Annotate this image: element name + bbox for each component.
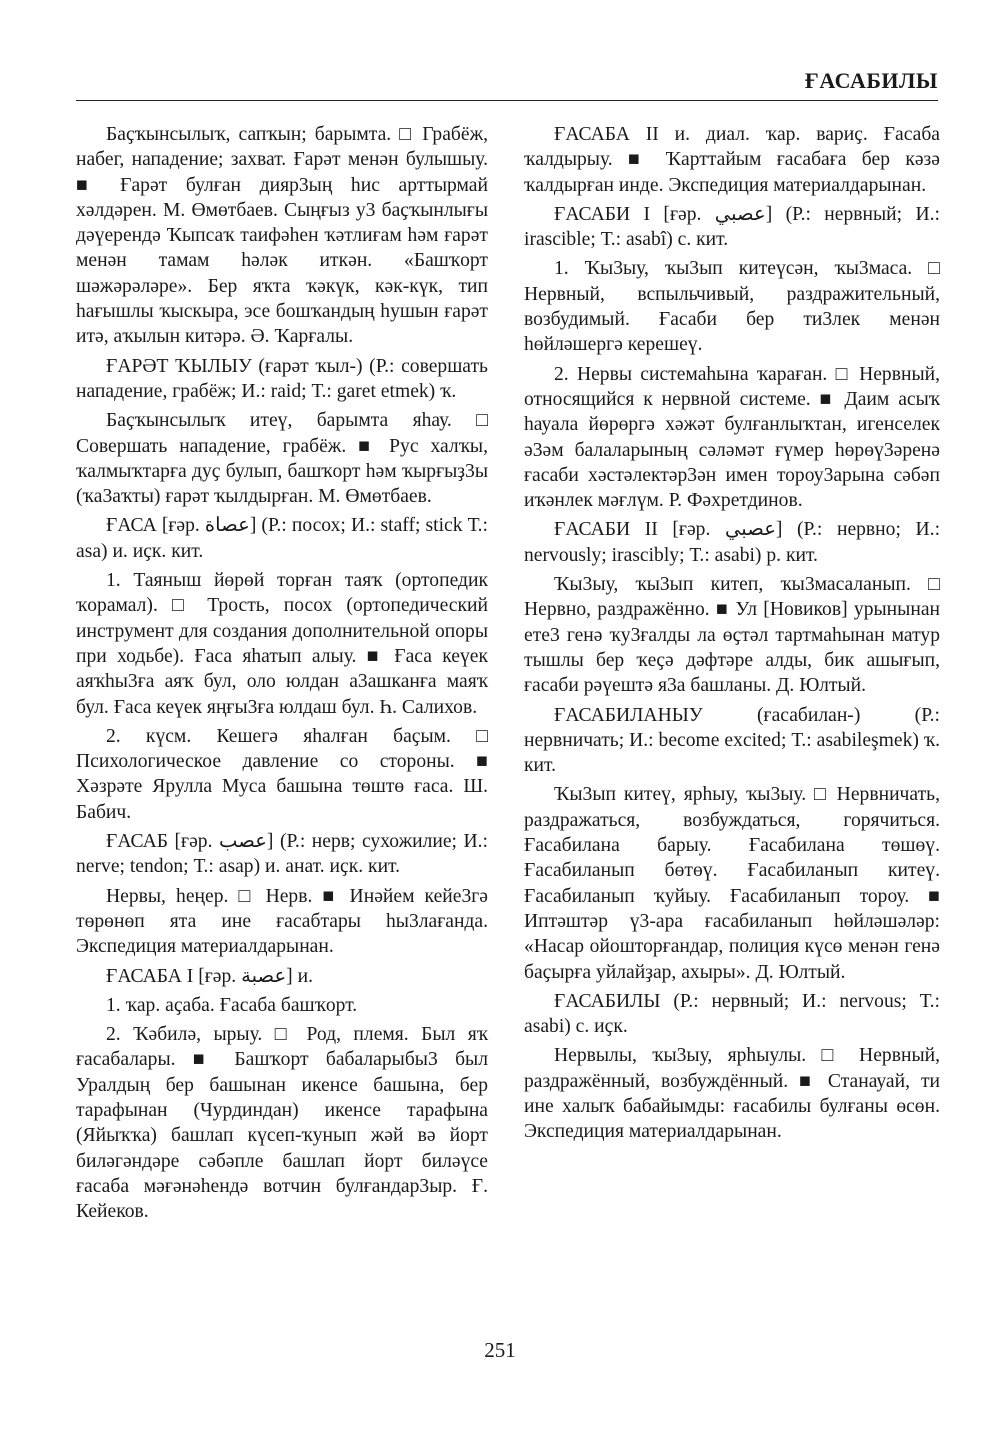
entry-paragraph: Ҡы3ып китеү, ярһыу, ҡы3ыу. □ Нервничать, раздражаться, возбуждаться, горячиться. Ғасабилана барыу. Ғасабилана төшөү. Ғасабиланып бөтөү. Ғасабиланып китеү. Ғасабиланып ҡуйыу. Ғасабиланып тороу. ■ Иптәштәр ү3-ара ғасабиланып һөйләшәләр: «Насар ойошторғандар, полиция күсө менән генә баҫырға уйлайҙар, ахыры». Д. Юлтый. [524, 784, 940, 983]
entry-headword: ҒАСАБА I [ғәр. عصبة] и. [106, 965, 313, 987]
entry-paragraph: 2. күсм. Кешегә яһалған баҫым. □ Психологическое давление со стороны. ■ Хәзрәте Ярулла Муса башына төштө ғаса. Ш. Бабич. [76, 725, 488, 823]
entry-headword: ҒАСАБИЛАНЫУ (ғасабилан-) (Р.: нервничать; И.: become excited; Т.: asabileşmek) ҡ. кит. [524, 704, 940, 777]
header-rule [76, 100, 938, 101]
entry-paragraph: Баҫҡынсылыҡ, сапҡын; барымта. □ Грабёж, набег, нападение; захват. Ғарәт менән булышыу. ■ Ғарәт булған дияр3ың һис арттырмай хәлдәрен. М. Өмөтбаев. Сыңғыз у3 баҫҡынлығы дәүерендә Ҡыпсаҡ таифәһен ҡәтлиғам һәм ғарәт менән тамам һәләк иткән. «Башҡорт шәжәрәләре». Бер яҡта ҡәкүк, кәк-күк, тип һағышлы ҡыскыра, эсе бошҡандың һушын ғарәт итә, аҡылын китәрә. Ә. Ҡарғалы. [76, 124, 488, 348]
entry-paragraph: 1. Таяныш йөрөй торған таяҡ (ортопедик ҡорамал). □ Трость, посох (ортопедический инструмент для создания дополнительной опоры при ходьбе). Ғаса яһатып алыу. ■ Ғаса кеүек аяҡһы3ға аяҡ бул, оло юлдан а3ашканға маяҡ бул. Ғаса кеүек яңғы3ға юлдаш бул. Һ. Салихов. [76, 570, 488, 718]
entry-headword: ҒАРӘТ ҠЫЛЫУ (ғарәт ҡыл-) (Р.: совершать нападение, грабёж; И.: raid; Т.: garet etmek) ҡ. [76, 355, 488, 402]
entry-headword: ҒАСАБА II и. диал. ҡар. вариҫ. Ғасаба ҡалдырыу. ■ Ҡарттайым ғасабаға бер кәзә ҡалдырған инде. Экспедиция материалдарынан. [524, 124, 940, 196]
page-number: 251 [484, 1338, 516, 1362]
left-column [76, 122, 488, 1228]
entry-paragraph: Баҫҡынсылыҡ итеү, барымта яһау. □ Совершать нападение, грабёж. ■ Рус халҡы, ҡалмыҡтарға дуҫ булып, башҡорт һәм ҡырғыҙ3ы (ҡа3аҡты) ғарәт ҡылдырған. М. Өмөтбаев. [76, 410, 488, 508]
entry-paragraph: 2. Ҡәбилә, ырыу. □ Род, племя. Был яҡ ғасабалары. ■ Башҡорт бабаларыбы3 был Уралдың бер башынан икенсе башына, бер тарафынан (Чурдиндан) икенсе тарафына (Яйыҡҡа) башлап күсеп-ҡунып жәй вә йорт биләгәндәре сәбәпле башлап йорт биләүсе ғасаба мәғәнәһендә вотчин булғандар3ыр. Ғ. Кейеков. [76, 1024, 488, 1223]
entry-headword: ҒАСАБИ I [ғәр. عصبي] (Р.: нервный; И.: irascible; Т.: asabî) с. кит. [524, 203, 940, 251]
entry-paragraph: Ҡы3ыу, ҡы3ып китеп, ҡы3масаланып. □ Нервно, раздражённо. ■ Ул [Новиков] урынынан ете3 генә ҡу3ғалды ла өҫтәл тартмаһынан матур тышлы бер ҡеҫә дәфтәре алды, бик ашығып, ғасаби рәүештә я3а башланы. Д. Юлтый. [524, 574, 940, 697]
entry-headword: ҒАСАБ [ғәр. عصب] (Р.: нерв; сухожилие; И.: nerve; tendon; Т.: asap) и. анат. иҫк. кит. [76, 831, 489, 878]
entry-paragraph: 1. Ҡы3ыу, ҡы3ып китеүсән, ҡы3маса. □ Нервный, вспыльчивый, раздражительный, возбудимый. Ғасаби бер ти3лек менән һөйләшергә керешеү. [524, 258, 940, 356]
entry-paragraph: 1. ҡар. аҫаба. Ғасаба башҡорт. [106, 994, 358, 1016]
entry-headword: ҒАСА [ғәр. عصاة] (Р.: посох; И.: staff; stick Т.: asa) и. иҫк. кит. [76, 515, 488, 562]
entry-paragraph: Нервы, һеңер. □ Нерв. ■ Инәйем кейе3гә төрөнөп ята ине ғасабтары һы3лағанда. Экспедиция материалдарынан. [76, 885, 488, 958]
running-header: ҒАСАБИЛЫ [804, 68, 938, 93]
right-column [524, 122, 940, 1149]
entry-paragraph: 2. Нервы системаһына ҡараған. □ Нервный, относящийся к нервной системе. ■ Даим асыҡ һауала йөрөргә хәжәт булғанлыҡтан, игенселек ә3әм балаларының сәләмәт ғүмер һөрөү3әренә ғасаби хәстәлектәр3ән имен тороу3арына сәбәп иҡәнлек мәғлүм. Р. Фәхретдинов. [524, 363, 940, 512]
entry-headword: ҒАСАБИ II [ғәр. عصبي] (Р.: нервно; И.: nervously; irascibly; Т.: asabi) р. кит. [524, 519, 941, 566]
entry-paragraph: Нервылы, ҡы3ыу, ярһыулы. □ Нервный, раздражённый, возбуждённый. ■ Станауай, ти ине халыҡ бабайымды: ғасабилы булғаны өсөн. Экспедиция материалдарынан. [524, 1045, 940, 1143]
entry-headword: ҒАСАБИЛЫ (Р.: нервный; И.: nervous; Т.: asabi) с. иҫк. [524, 990, 940, 1038]
